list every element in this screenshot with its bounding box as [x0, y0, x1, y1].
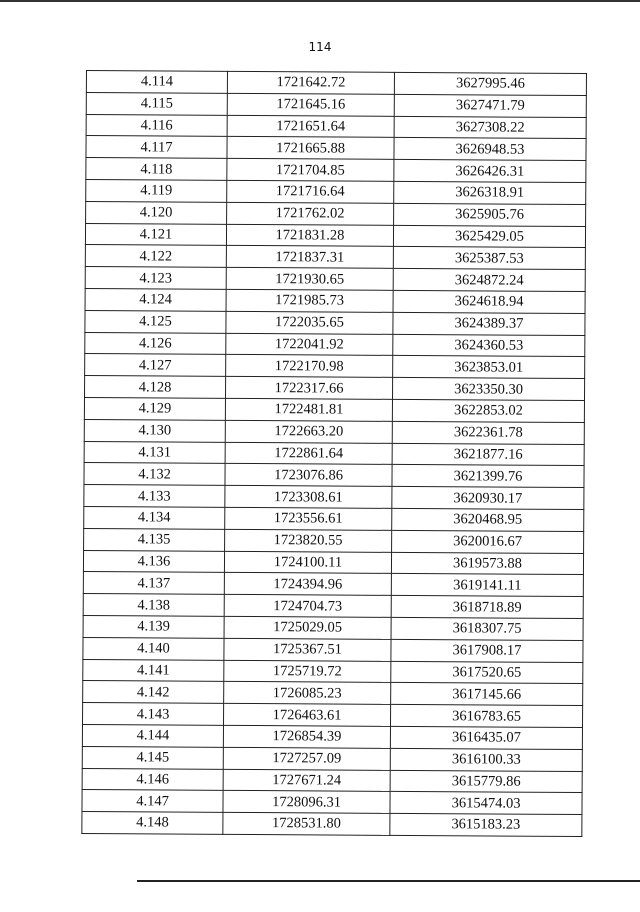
x-coordinate-cell: 1728096.31 — [223, 791, 390, 814]
point-cell: 4.142 — [83, 681, 224, 704]
point-cell: 4.120 — [86, 201, 227, 224]
y-coordinate-cell: 3625429.05 — [393, 225, 585, 248]
y-coordinate-cell: 3617908.17 — [391, 639, 583, 662]
point-cell: 4.125 — [85, 310, 226, 333]
point-cell: 4.144 — [82, 724, 223, 747]
point-cell: 4.134 — [84, 506, 225, 529]
table-row — [84, 463, 584, 488]
x-coordinate-cell: 1721642.72 — [227, 71, 394, 94]
table-row — [86, 201, 586, 226]
y-coordinate-cell: 3616100.33 — [390, 748, 582, 771]
table-row — [83, 681, 583, 706]
x-coordinate-cell: 1726085.23 — [224, 682, 391, 705]
table-row — [83, 594, 583, 619]
table-row — [84, 485, 584, 510]
coordinates-table — [81, 70, 587, 837]
y-coordinate-cell: 3624872.24 — [393, 269, 585, 292]
y-coordinate-cell: 3617145.66 — [391, 683, 583, 706]
table-row — [82, 812, 582, 837]
y-coordinate-cell: 3627471.79 — [394, 94, 586, 117]
y-coordinate-cell: 3620468.95 — [392, 508, 584, 531]
point-cell: 4.137 — [83, 572, 224, 595]
x-coordinate-cell: 1723076.86 — [225, 464, 392, 487]
point-cell: 4.129 — [84, 397, 225, 420]
x-coordinate-cell: 1721704.85 — [227, 159, 394, 182]
table-row — [86, 71, 586, 96]
point-cell: 4.118 — [86, 158, 227, 181]
point-cell: 4.123 — [85, 267, 226, 290]
x-coordinate-cell: 1721645.16 — [227, 93, 394, 116]
x-coordinate-cell: 1722035.65 — [226, 311, 393, 334]
point-cell: 4.115 — [86, 92, 227, 115]
point-cell: 4.139 — [83, 615, 224, 638]
y-coordinate-cell: 3618718.89 — [391, 595, 583, 618]
table-row — [85, 310, 585, 335]
table-row — [82, 768, 582, 793]
point-cell: 4.147 — [82, 790, 223, 813]
y-coordinate-cell: 3615474.03 — [390, 792, 582, 815]
table-row — [85, 288, 585, 313]
y-coordinate-cell: 3616435.07 — [390, 726, 582, 749]
table-row — [85, 223, 585, 248]
x-coordinate-cell: 1724704.73 — [224, 594, 391, 617]
x-coordinate-cell: 1725719.72 — [224, 660, 391, 683]
y-coordinate-cell: 3627995.46 — [394, 72, 586, 95]
point-cell: 4.131 — [84, 441, 225, 464]
x-coordinate-cell: 1725367.51 — [224, 638, 391, 661]
table-row — [83, 550, 583, 575]
x-coordinate-cell: 1725029.05 — [224, 616, 391, 639]
point-cell: 4.116 — [86, 114, 227, 137]
point-cell: 4.140 — [83, 637, 224, 660]
x-coordinate-cell: 1723556.61 — [225, 507, 392, 530]
top-border-line — [0, 0, 640, 2]
table-row — [86, 136, 586, 161]
point-cell: 4.145 — [82, 746, 223, 769]
point-cell: 4.143 — [83, 703, 224, 726]
point-cell: 4.130 — [84, 419, 225, 442]
point-cell: 4.119 — [86, 179, 227, 202]
y-coordinate-cell: 3619573.88 — [391, 552, 583, 575]
y-coordinate-cell: 3622361.78 — [392, 421, 584, 444]
table-row — [84, 441, 584, 466]
point-cell: 4.126 — [85, 332, 226, 355]
x-coordinate-cell: 1728531.80 — [223, 812, 390, 835]
table-row — [82, 746, 582, 771]
table-row — [85, 267, 585, 292]
bottom-border-line — [137, 880, 640, 882]
table-row — [83, 703, 583, 728]
y-coordinate-cell: 3617520.65 — [391, 661, 583, 684]
x-coordinate-cell: 1723820.55 — [225, 529, 392, 552]
y-coordinate-cell: 3627308.22 — [394, 116, 586, 139]
point-cell: 4.141 — [83, 659, 224, 682]
x-coordinate-cell: 1722317.66 — [225, 377, 392, 400]
x-coordinate-cell: 1722481.81 — [225, 398, 392, 421]
table-row — [85, 354, 585, 379]
x-coordinate-cell: 1726854.39 — [223, 725, 390, 748]
y-coordinate-cell: 3621399.76 — [392, 465, 584, 488]
point-cell: 4.124 — [85, 288, 226, 311]
x-coordinate-cell: 1727257.09 — [223, 747, 390, 770]
y-coordinate-cell: 3626948.53 — [394, 138, 586, 161]
point-cell: 4.128 — [84, 376, 225, 399]
point-cell: 4.135 — [84, 528, 225, 551]
page-number: 114 — [308, 40, 332, 54]
table-row — [84, 528, 584, 553]
x-coordinate-cell: 1724394.96 — [224, 573, 391, 596]
point-cell: 4.146 — [82, 768, 223, 791]
x-coordinate-cell: 1721762.02 — [227, 202, 394, 225]
coordinates-table-body — [82, 71, 587, 837]
y-coordinate-cell: 3624618.94 — [393, 290, 585, 313]
point-cell: 4.133 — [84, 485, 225, 508]
table-row — [85, 245, 585, 270]
point-cell: 4.117 — [86, 136, 227, 159]
table-row — [85, 332, 585, 357]
y-coordinate-cell: 3621877.16 — [392, 443, 584, 466]
point-cell: 4.132 — [84, 463, 225, 486]
x-coordinate-cell: 1727671.24 — [223, 769, 390, 792]
x-coordinate-cell: 1721985.73 — [226, 289, 393, 312]
x-coordinate-cell: 1722663.20 — [225, 420, 392, 443]
x-coordinate-cell: 1721831.28 — [226, 224, 393, 247]
table-row — [83, 659, 583, 684]
point-cell: 4.114 — [86, 71, 227, 94]
y-coordinate-cell: 3615183.23 — [390, 813, 582, 836]
y-coordinate-cell: 3623350.30 — [392, 378, 584, 401]
x-coordinate-cell: 1726463.61 — [223, 703, 390, 726]
y-coordinate-cell: 3624360.53 — [393, 334, 585, 357]
y-coordinate-cell: 3625905.76 — [394, 203, 586, 226]
x-coordinate-cell: 1724100.11 — [224, 551, 391, 574]
table-row — [86, 92, 586, 117]
point-cell: 4.127 — [85, 354, 226, 377]
table-row — [83, 615, 583, 640]
point-cell: 4.136 — [83, 550, 224, 573]
table-row — [83, 572, 583, 597]
y-coordinate-cell: 3622853.02 — [392, 399, 584, 422]
table-row — [83, 637, 583, 662]
point-cell: 4.121 — [85, 223, 226, 246]
table-row — [82, 724, 582, 749]
y-coordinate-cell: 3618307.75 — [391, 617, 583, 640]
x-coordinate-cell: 1722041.92 — [226, 333, 393, 356]
point-cell: 4.122 — [85, 245, 226, 268]
table-row — [84, 506, 584, 531]
x-coordinate-cell: 1722170.98 — [226, 355, 393, 378]
y-coordinate-cell: 3619141.11 — [391, 574, 583, 597]
y-coordinate-cell: 3620016.67 — [392, 530, 584, 553]
point-cell: 4.138 — [83, 594, 224, 617]
y-coordinate-cell: 3626318.91 — [394, 181, 586, 204]
y-coordinate-cell: 3624389.37 — [393, 312, 585, 335]
x-coordinate-cell: 1721716.64 — [227, 180, 394, 203]
table-row — [84, 397, 584, 422]
table-row — [84, 376, 584, 401]
x-coordinate-cell: 1721930.65 — [226, 268, 393, 291]
x-coordinate-cell: 1723308.61 — [225, 485, 392, 508]
y-coordinate-cell: 3625387.53 — [393, 247, 585, 270]
table-row — [84, 419, 584, 444]
x-coordinate-cell: 1721651.64 — [227, 115, 394, 138]
y-coordinate-cell: 3616783.65 — [390, 704, 582, 727]
y-coordinate-cell: 3626426.31 — [394, 160, 586, 183]
y-coordinate-cell: 3623853.01 — [393, 356, 585, 379]
y-coordinate-cell: 3615779.86 — [390, 770, 582, 793]
point-cell: 4.148 — [82, 812, 223, 835]
table-row — [86, 179, 586, 204]
table-row — [86, 158, 586, 183]
x-coordinate-cell: 1722861.64 — [225, 442, 392, 465]
x-coordinate-cell: 1721837.31 — [226, 246, 393, 269]
x-coordinate-cell: 1721665.88 — [227, 137, 394, 160]
table-row — [86, 114, 586, 139]
y-coordinate-cell: 3620930.17 — [392, 487, 584, 510]
table-row — [82, 790, 582, 815]
